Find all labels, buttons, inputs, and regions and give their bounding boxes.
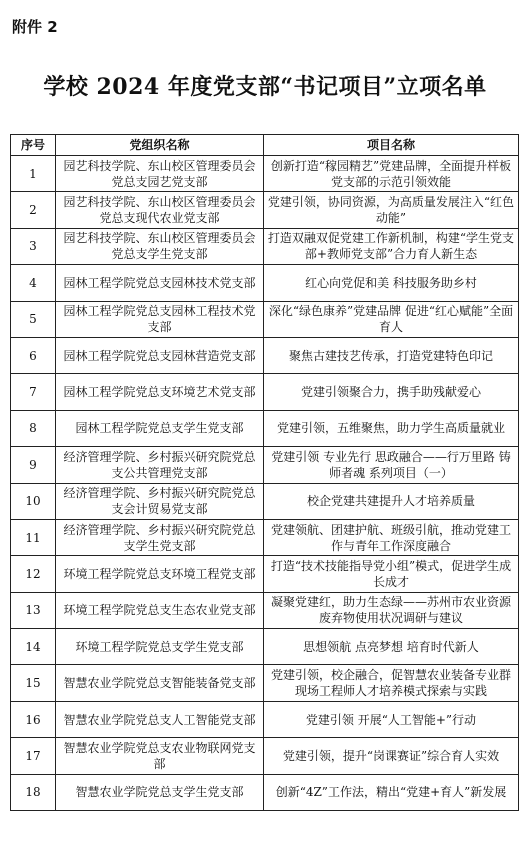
- row-project-name: 红心向党促和美 科技服务助乡村: [264, 265, 519, 301]
- row-serial: 6: [11, 337, 56, 373]
- row-project-name: 党建引领，五维聚焦，助力学生高质量就业: [264, 410, 519, 446]
- header-serial: 序号: [11, 135, 56, 156]
- row-org-name: 智慧农业学院党总支人工智能党支部: [56, 701, 264, 737]
- row-project-name: 党建引领聚合力，携手助残献爱心: [264, 374, 519, 410]
- table-row: [11, 301, 519, 337]
- table-row: [11, 629, 519, 665]
- row-org-name: 环境工程学院党总支环境工程党支部: [56, 556, 264, 592]
- header-project-name: 项目名称: [264, 135, 519, 156]
- table-row: [11, 265, 519, 301]
- row-project-name: 深化“绿色康养”党建品牌 促进“红心赋能”全面育人: [264, 301, 519, 337]
- table-row: [11, 665, 519, 701]
- row-project-name: 打造“技术技能指导党小组”模式，促进学生成长成才: [264, 556, 519, 592]
- row-project-name: 党建引领，提升“岗课赛证”综合育人实效: [264, 738, 519, 774]
- row-serial: 8: [11, 410, 56, 446]
- table-row: [11, 701, 519, 737]
- row-org-name: 园艺科技学院、东山校区管理委员会党总支现代农业党支部: [56, 192, 264, 228]
- row-serial: 11: [11, 519, 56, 555]
- table-row: [11, 483, 519, 519]
- row-org-name: 园林工程学院党总支学生党支部: [56, 410, 264, 446]
- row-org-name: 经济管理学院、乡村振兴研究院党总支会计贸易党支部: [56, 483, 264, 519]
- row-serial: 5: [11, 301, 56, 337]
- attachment-label: 附件 2: [12, 18, 58, 36]
- row-org-name: 园艺科技学院、东山校区管理委员会党总支园艺党支部: [56, 156, 264, 192]
- table-row: [11, 228, 519, 264]
- row-org-name: 园林工程学院党总支园林技术党支部: [56, 265, 264, 301]
- row-org-name: 智慧农业学院党总支智能装备党支部: [56, 665, 264, 701]
- row-org-name: 智慧农业学院党总支学生党支部: [56, 774, 264, 810]
- row-org-name: 智慧农业学院党总支农业物联网党支部: [56, 738, 264, 774]
- row-org-name: 经济管理学院、乡村振兴研究院党总支学生党支部: [56, 519, 264, 555]
- row-serial: 17: [11, 738, 56, 774]
- row-serial: 15: [11, 665, 56, 701]
- row-project-name: 创新“4Z”工作法，精出“党建+育人”新发展: [264, 774, 519, 810]
- row-serial: 18: [11, 774, 56, 810]
- table-row: [11, 192, 519, 228]
- row-org-name: 经济管理学院、乡村振兴研究院党总支公共管理党支部: [56, 447, 264, 483]
- row-project-name: 思想领航 点亮梦想 培育时代新人: [264, 629, 519, 665]
- table-row: [11, 519, 519, 555]
- row-org-name: 园林工程学院党总支环境艺术党支部: [56, 374, 264, 410]
- row-project-name: 打造双融双促党建工作新机制，构建“学生党支部+教师党支部”合力育人新生态: [264, 228, 519, 264]
- row-project-name: 党建引领 开展“人工智能+”行动: [264, 701, 519, 737]
- page-title: 学校 2024 年度党支部“书记项目”立项名单: [43, 74, 487, 100]
- row-serial: 4: [11, 265, 56, 301]
- row-serial: 7: [11, 374, 56, 410]
- table-row: [11, 337, 519, 373]
- row-project-name: 党建引领，校企融合，促智慧农业装备专业群现场工程师人才培养模式探索与实践: [264, 665, 519, 701]
- row-serial: 9: [11, 447, 56, 483]
- row-project-name: 凝聚党建红，助力生态绿——苏州市农业资源废弃物使用状况调研与建议: [264, 592, 519, 628]
- row-org-name: 园林工程学院党总支园林营造党支部: [56, 337, 264, 373]
- table-row: [11, 774, 519, 810]
- row-project-name: 党建引领 专业先行 思政融合——行万里路 铸师者魂 系列项目（一）: [264, 447, 519, 483]
- header-org-name: 党组织名称: [56, 135, 264, 156]
- table-row: [11, 556, 519, 592]
- row-project-name: 聚焦古建技艺传承，打造党建特色印记: [264, 337, 519, 373]
- row-org-name: 园艺科技学院、东山校区管理委员会党总支学生党支部: [56, 228, 264, 264]
- table-row: [11, 592, 519, 628]
- row-project-name: 党建引领，协同资源，为高质量发展注入“红色动能”: [264, 192, 519, 228]
- project-list-table: [10, 134, 519, 811]
- row-serial: 2: [11, 192, 56, 228]
- row-serial: 10: [11, 483, 56, 519]
- row-serial: 14: [11, 629, 56, 665]
- table-row: [11, 410, 519, 446]
- row-serial: 16: [11, 701, 56, 737]
- row-serial: 1: [11, 156, 56, 192]
- row-project-name: 创新打造“稼园精艺”党建品牌，全面提升样板党支部的示范引领效能: [264, 156, 519, 192]
- row-project-name: 党建领航、团建护航、班级引航，推动党建工作与青年工作深度融合: [264, 519, 519, 555]
- table-row: [11, 374, 519, 410]
- row-serial: 12: [11, 556, 56, 592]
- table-row: [11, 447, 519, 483]
- row-project-name: 校企党建共建提升人才培养质量: [264, 483, 519, 519]
- row-org-name: 园林工程学院党总支园林工程技术党支部: [56, 301, 264, 337]
- table-row: [11, 156, 519, 192]
- table-row: [11, 738, 519, 774]
- row-serial: 13: [11, 592, 56, 628]
- table-header-row: [11, 135, 519, 156]
- row-org-name: 环境工程学院党总支学生党支部: [56, 629, 264, 665]
- row-org-name: 环境工程学院党总支生态农业党支部: [56, 592, 264, 628]
- row-serial: 3: [11, 228, 56, 264]
